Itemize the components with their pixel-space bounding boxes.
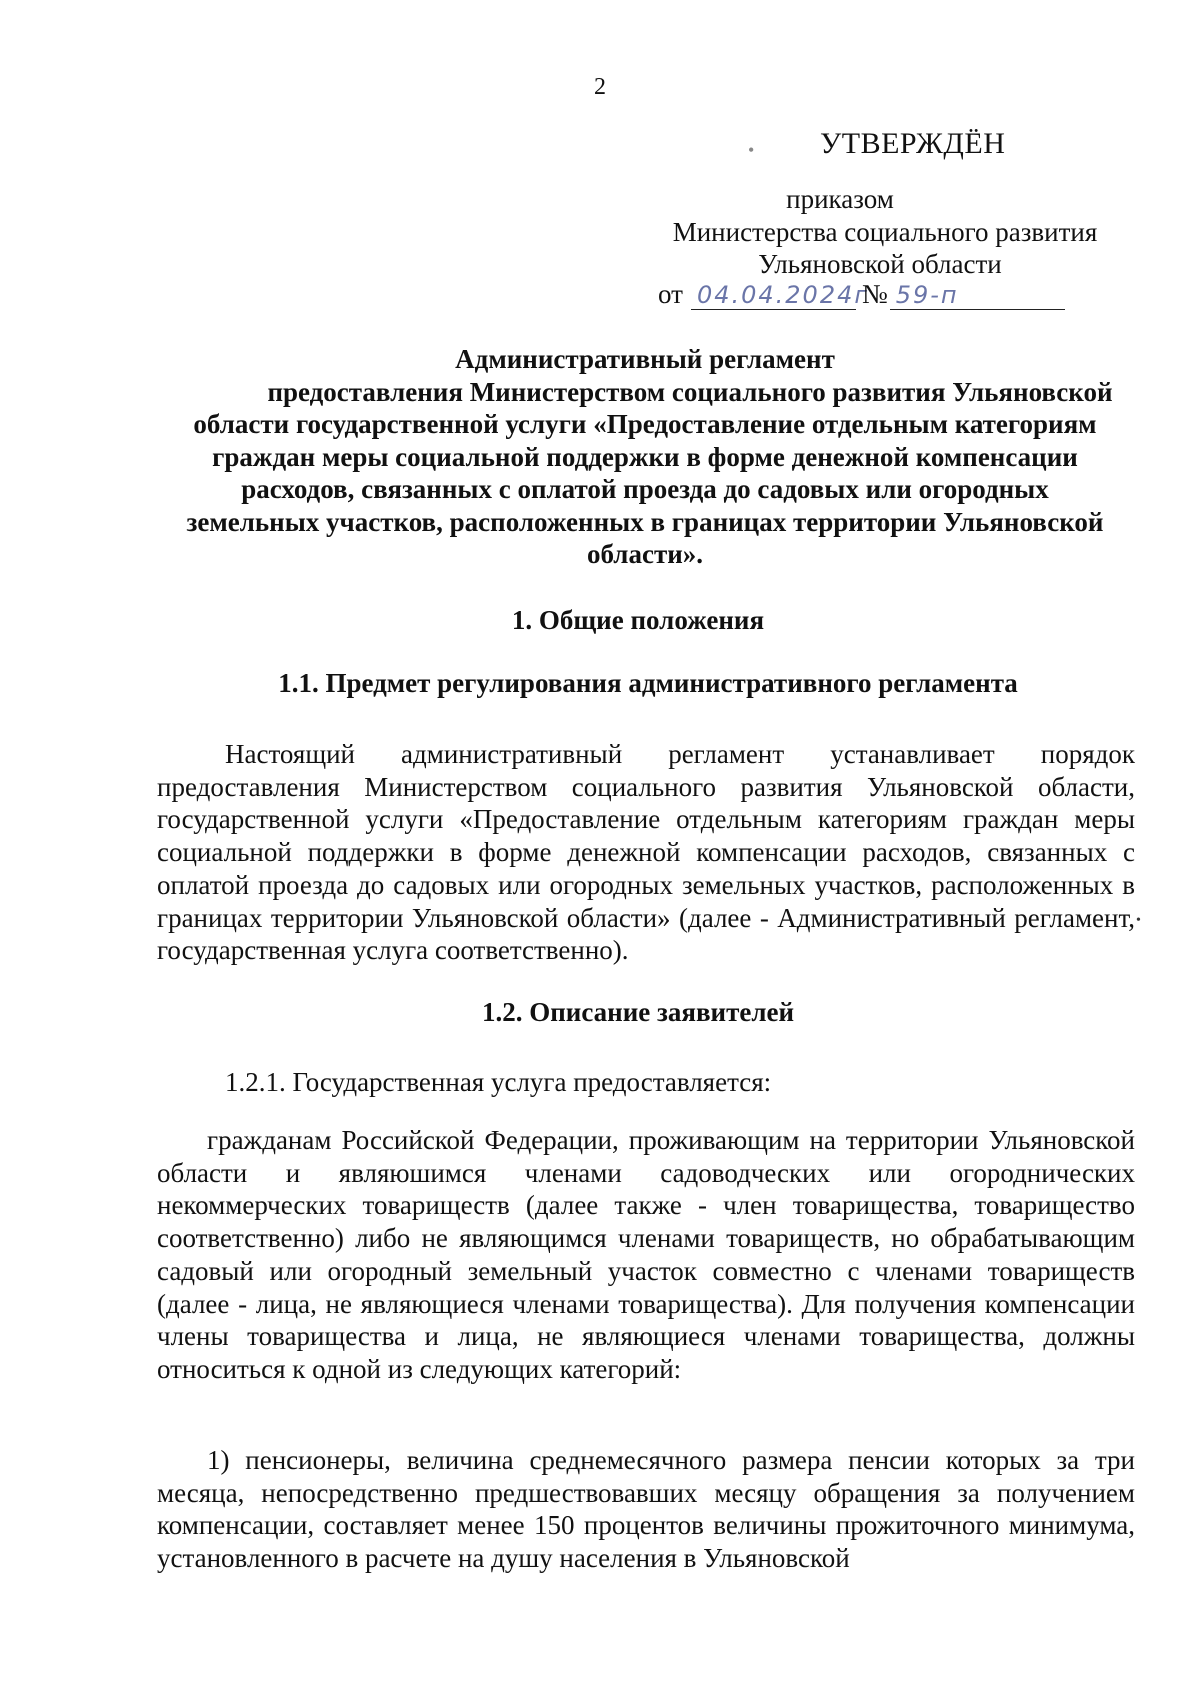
approval-date-line <box>658 278 1118 310</box>
list-item-pensioners: 1) пенсионеры, величина среднемесячного размера пенсии которых за три месяца, непосредственно предшествовавших месяцу обращения за получением компенсации, составляет менее 150 процентов величины прожиточного минимума, установленного в расчете на душу населения в Ульяновской <box>157 1445 1135 1574</box>
title-line: предоставления Министерством социального развития Ульяновской <box>267 376 1113 407</box>
page-number: 2 <box>594 74 606 100</box>
number-prefix: № <box>861 279 888 309</box>
approval-title: УТВЕРЖДЁН <box>820 127 1006 160</box>
title-line: Административный регламент <box>455 344 835 374</box>
stamp-mark: • <box>748 140 755 160</box>
section-heading-subject: 1.1. Предмет регулирования административного регламента <box>278 668 1018 698</box>
handwritten-date: 04.04.2024г <box>691 281 856 310</box>
title-line: области государственной услуги «Предоставление отдельным категориям <box>193 409 1097 439</box>
date-prefix: от <box>658 279 683 309</box>
margin-mark: • <box>1136 913 1141 928</box>
handwritten-number: 59-п <box>890 281 1065 310</box>
approval-line-order: приказом <box>786 184 894 214</box>
title-line: граждан меры социальной поддержки в форме денежной компенсации <box>212 441 1078 472</box>
paragraph-citizens: гражданам Российской Федерации, проживающим на территории Ульяновской области и являюшимся членами садоводческих или огороднических некоммерческих товариществ (далее также - член товарищества, товарищество соответственно) либо не являющимся членами товариществ, но обрабатывающим садовый или огородный земельный участок совместно с членами товариществ (далее - лица, не являющиеся членами товарищества). Для получения компенсации члены товарищества и лица, не являющиеся членами товарищества, должны относиться к одной из следующих категорий: <box>157 1125 1135 1384</box>
approval-line-region: Ульяновской области <box>758 249 1002 279</box>
section-heading-general: 1. Общие положения <box>511 605 765 635</box>
paragraph-service-provided: 1.2.1. Государственная услуга предоставляется: <box>225 1067 772 1097</box>
document-title <box>150 343 1140 571</box>
approval-line-ministry: Министерства социального развития <box>672 217 1098 247</box>
title-line: земельных участков, расположенных в границах территории Ульяновской <box>186 506 1104 537</box>
paragraph-subject: Настоящий административный регламент устанавливает порядок предоставления Министерством социального развития Ульяновской области, государственной услуги «Предоставление отдельным категориям граждан меры социальной поддержки в форме денежной компенсации расходов, связанных с оплатой проезда до садовых или огородных земельных участков, расположенных в границах территории Ульяновской области» (далее - Административный регламент, государственная услуга соответственно). <box>157 739 1135 966</box>
title-line: области». <box>586 539 704 569</box>
section-heading-applicants: 1.2. Описание заявителей <box>481 997 795 1027</box>
title-line: расходов, связанных с оплатой проезда до садовых или огородных <box>241 474 1049 504</box>
